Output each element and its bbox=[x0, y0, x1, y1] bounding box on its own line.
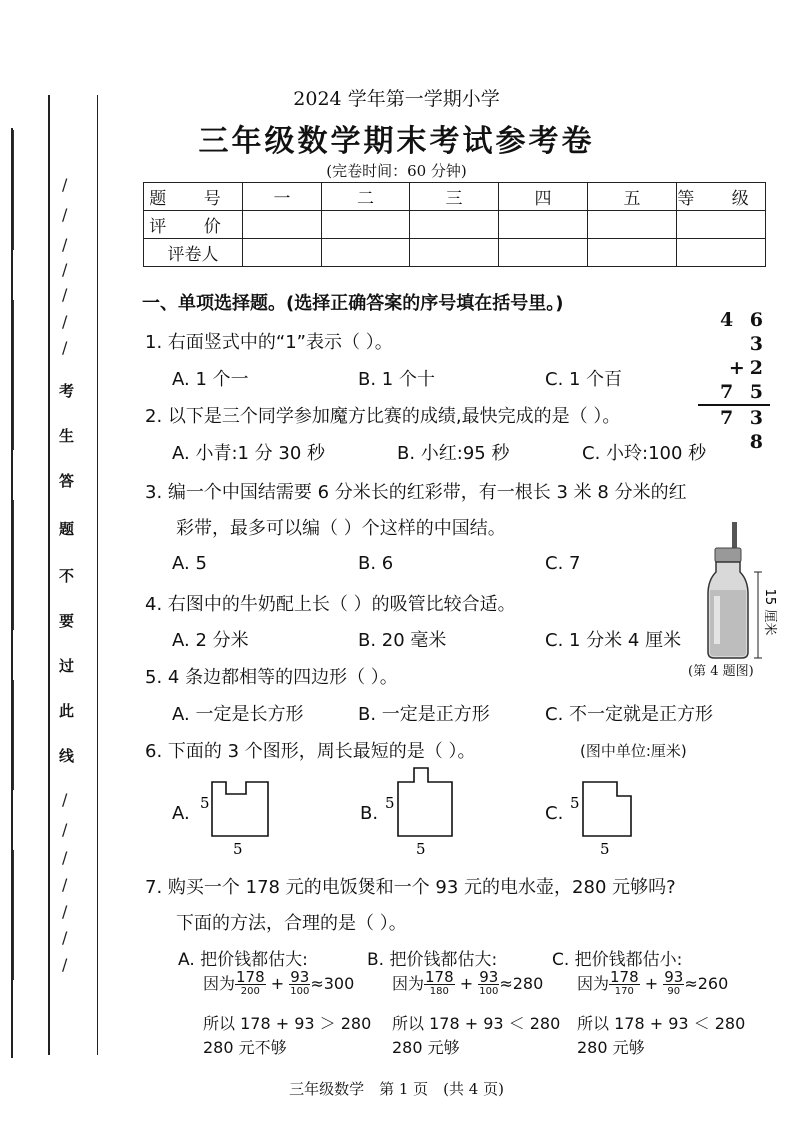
fraction bbox=[478, 970, 499, 999]
binding-slash: / bbox=[62, 928, 68, 947]
binding-slash: / bbox=[62, 955, 68, 974]
binding-notice-char: 答 bbox=[59, 472, 75, 490]
shape-c-side-label: 5 bbox=[570, 794, 580, 812]
fraction-bottom: 90 bbox=[667, 986, 681, 997]
class-blank-line bbox=[13, 300, 14, 450]
q7-a-so: 所以 178 + 93 ＞ 280 bbox=[203, 1014, 372, 1033]
number-blank-line bbox=[13, 680, 14, 790]
score-cell[interactable] bbox=[499, 211, 588, 239]
q7-c-conclusion: 280 元够 bbox=[577, 1038, 645, 1057]
fraction-bottom: 100 bbox=[479, 986, 499, 997]
binding-slash: / bbox=[62, 790, 68, 809]
fraction bbox=[663, 970, 684, 999]
binding-line-inner-2 bbox=[97, 95, 98, 1055]
q7-a-conclusion: 280 元不够 bbox=[203, 1038, 287, 1057]
question-1: 1. 右面竖式中的“1”表示（ ）。 bbox=[145, 332, 393, 353]
shape-b-bottom-label: 5 bbox=[416, 840, 426, 858]
score-col-3: 三 bbox=[410, 183, 499, 211]
binding-notice-char: 生 bbox=[59, 427, 75, 445]
q6-option-c[interactable]: C. bbox=[545, 803, 564, 824]
binding-notice-char: 题 bbox=[59, 520, 75, 538]
calc-top: 4 6 3 bbox=[719, 309, 768, 355]
score-col-2: 二 bbox=[322, 183, 410, 211]
q5-option-c[interactable]: C. 不一定就是正方形 bbox=[545, 704, 714, 725]
question-2: 2. 以下是三个同学参加魔方比赛的成绩,最快完成的是（ ）。 bbox=[145, 406, 621, 427]
score-row-grader-label: 评卷人 bbox=[144, 239, 243, 267]
approx-text: ≈260 bbox=[684, 974, 729, 993]
binding-slash: / bbox=[62, 175, 68, 194]
score-table-header-row bbox=[144, 183, 766, 211]
score-cell[interactable] bbox=[410, 211, 499, 239]
q7-b-so: 所以 178 + 93 ＜ 280 bbox=[392, 1014, 561, 1033]
shape-a-bottom-label: 5 bbox=[233, 840, 243, 858]
school-blank-line bbox=[13, 500, 14, 630]
binding-notice-char: 要 bbox=[59, 612, 75, 630]
height-label: 15 厘米 bbox=[762, 588, 777, 636]
vertical-calculation bbox=[700, 308, 770, 454]
binding-notice-char: 此 bbox=[59, 702, 75, 720]
q1-option-c[interactable]: C. 1 个百 bbox=[545, 369, 623, 390]
because-text: 因为 bbox=[577, 974, 610, 993]
score-cell[interactable] bbox=[243, 239, 322, 267]
binding-line-inner bbox=[48, 95, 50, 1055]
binding-slash: / bbox=[62, 902, 68, 921]
shape-c-outline bbox=[583, 782, 631, 836]
approx-text: ≈280 bbox=[499, 974, 544, 993]
q7-option-b[interactable]: B. 把价钱都估大: bbox=[367, 950, 498, 970]
calc-result: 7 3 8 bbox=[719, 407, 768, 453]
q5-option-a[interactable]: A. 一定是长方形 bbox=[172, 704, 304, 725]
binding-slash: / bbox=[62, 260, 68, 279]
section-title: 一、单项选择题。(选择正确答案的序号填在括号里。) bbox=[142, 293, 564, 314]
score-col-5: 五 bbox=[588, 183, 677, 211]
q6-option-a[interactable]: A. bbox=[172, 803, 190, 824]
q4-option-b[interactable]: B. 20 毫米 bbox=[358, 630, 447, 651]
binding-notice-char: 考 bbox=[59, 382, 75, 400]
binding-slash: / bbox=[62, 285, 68, 304]
question-3-line2: 彩带，最多可以编（ ）个这样的中国结。 bbox=[176, 518, 506, 539]
fraction-top: 178 bbox=[236, 968, 265, 986]
binding-slash: / bbox=[62, 875, 68, 894]
q6-option-b[interactable]: B. bbox=[360, 803, 379, 824]
score-col-4: 四 bbox=[499, 183, 588, 211]
q2-option-b[interactable]: B. 小红:95 秒 bbox=[397, 443, 510, 464]
score-table bbox=[143, 182, 766, 267]
q4-option-a[interactable]: A. 2 分米 bbox=[172, 630, 249, 651]
seat-blank-line bbox=[13, 850, 14, 980]
exam-subtitle: 2024 学年第一学期小学 bbox=[293, 88, 500, 110]
fraction-top: 178 bbox=[425, 968, 454, 986]
score-row-eval-label: 评 价 bbox=[144, 211, 243, 239]
shape-a bbox=[196, 768, 286, 860]
because-text: 因为 bbox=[203, 974, 236, 993]
score-cell[interactable] bbox=[499, 239, 588, 267]
fraction-top: 93 bbox=[479, 968, 499, 986]
score-col-grade: 等 级 bbox=[677, 183, 766, 211]
binding-slash: / bbox=[62, 820, 68, 839]
question-3-line1: 3. 编一个中国结需要 6 分米长的红彩带，有一根长 3 米 8 分米的红 bbox=[145, 482, 687, 503]
because-text: 因为 bbox=[392, 974, 425, 993]
question-5: 5. 4 条边都相等的四边形（ ）。 bbox=[145, 667, 398, 688]
fraction-top: 93 bbox=[664, 968, 684, 986]
q7-c-so: 所以 178 + 93 ＜ 280 bbox=[577, 1014, 746, 1033]
q1-option-a[interactable]: A. 1 个一 bbox=[172, 369, 249, 390]
q7-option-c[interactable]: C. 把价钱都估小: bbox=[552, 950, 683, 970]
binding-notice-char: 线 bbox=[59, 747, 75, 765]
score-row-grader bbox=[144, 239, 766, 267]
fraction bbox=[424, 970, 455, 999]
shape-b-side-label: 5 bbox=[385, 794, 395, 812]
score-row-eval bbox=[144, 211, 766, 239]
binding-slash: / bbox=[62, 205, 68, 224]
q1-option-b[interactable]: B. 1 个十 bbox=[358, 369, 435, 390]
milk-bottle-figure bbox=[700, 520, 780, 662]
score-cell[interactable] bbox=[588, 211, 677, 239]
q4-option-c[interactable]: C. 1 分米 4 厘米 bbox=[545, 630, 682, 651]
score-cell[interactable] bbox=[677, 239, 766, 267]
fraction-bottom: 100 bbox=[290, 986, 310, 997]
score-cell[interactable] bbox=[677, 211, 766, 239]
score-cell[interactable] bbox=[410, 239, 499, 267]
question-6: 6. 下面的 3 个图形，周长最短的是（ ）。 bbox=[145, 741, 476, 762]
q2-option-a[interactable]: A. 小青:1 分 30 秒 bbox=[172, 443, 326, 464]
fraction-bottom: 170 bbox=[614, 986, 634, 997]
score-col-label: 题 号 bbox=[144, 183, 243, 211]
fraction bbox=[289, 970, 310, 999]
score-col-1: 一 bbox=[243, 183, 322, 211]
fraction-top: 178 bbox=[610, 968, 639, 986]
binding-slash: / bbox=[62, 235, 68, 254]
fraction bbox=[609, 970, 640, 999]
calc-addend: +2 7 5 bbox=[719, 357, 768, 403]
shape-c bbox=[567, 768, 657, 860]
shape-a-outline bbox=[212, 782, 268, 836]
q3-option-b[interactable]: B. 6 bbox=[358, 553, 394, 574]
score-cell[interactable] bbox=[322, 211, 410, 239]
fraction-bottom: 180 bbox=[429, 986, 449, 997]
q7-b-estimate: 因为 $\frac{178}{180}$ + $\frac{93}{100}$ ≈280 bbox=[392, 968, 544, 997]
fraction-bottom: 200 bbox=[240, 986, 260, 997]
binding-slash: / bbox=[62, 338, 68, 357]
q3-option-a[interactable]: A. 5 bbox=[172, 553, 207, 574]
approx-text: ≈300 bbox=[310, 974, 355, 993]
exam-title: 三年级数学期末考试参考卷 bbox=[198, 124, 595, 159]
binding-slash: / bbox=[62, 312, 68, 331]
binding-notice-char: 不 bbox=[59, 567, 75, 585]
question-4: 4. 右图中的牛奶配上长（ ）的吸管比较合适。 bbox=[145, 594, 516, 615]
exam-time-note: (完卷时间：60 分钟) bbox=[326, 162, 467, 180]
score-cell[interactable] bbox=[588, 239, 677, 267]
score-cell[interactable] bbox=[243, 211, 322, 239]
figure-caption: (第 4 题图) bbox=[688, 664, 754, 679]
shape-b-outline bbox=[398, 768, 452, 836]
q7-option-a[interactable]: A. 把价钱都估大: bbox=[178, 950, 308, 970]
score-cell[interactable] bbox=[322, 239, 410, 267]
q6-unit-note: (图中单位:厘米) bbox=[580, 742, 687, 760]
question-7-line2: 下面的方法，合理的是（ ）。 bbox=[176, 913, 407, 934]
shape-c-bottom-label: 5 bbox=[600, 840, 610, 858]
binding-notice-char: 过 bbox=[59, 657, 75, 675]
shape-a-side-label: 5 bbox=[200, 794, 210, 812]
question-7-line1: 7. 购买一个 178 元的电饭煲和一个 93 元的电水壶，280 元够吗? bbox=[145, 877, 676, 898]
binding-slash: / bbox=[62, 848, 68, 867]
q5-option-b[interactable]: B. 一定是正方形 bbox=[358, 704, 490, 725]
q3-option-c[interactable]: C. 7 bbox=[545, 553, 581, 574]
q7-a-estimate: 因为 $\frac{178}{200}$ + $\frac{93}{100}$ ≈300 bbox=[203, 968, 355, 997]
milk-bottle-icon bbox=[708, 522, 748, 658]
fraction bbox=[235, 970, 266, 999]
q7-b-conclusion: 280 元够 bbox=[392, 1038, 460, 1057]
q7-c-estimate: 因为 $\frac{178}{170}$ + $\frac{93}{90}$ ≈260 bbox=[577, 968, 729, 997]
page-footer: 三年级数学 第 1 页 (共 4 页) bbox=[289, 1080, 504, 1098]
fraction-top: 93 bbox=[290, 968, 310, 986]
q2-option-c[interactable]: C. 小玲:100 秒 bbox=[582, 443, 707, 464]
shape-b bbox=[382, 760, 472, 860]
